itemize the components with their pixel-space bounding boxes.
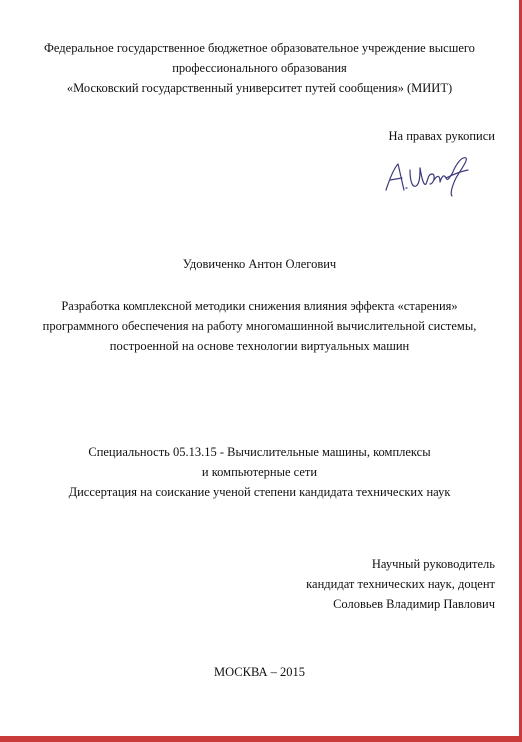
organization-line-1: Федеральное государственное бюджетное образовательное учреждение высшего xyxy=(44,41,475,55)
city-year: МОСКВА – 2015 xyxy=(213,665,306,679)
supervisor-degree: кандидат технических наук, доцент xyxy=(306,577,495,591)
title-line-3: построенной на основе технологии виртуальных машин xyxy=(109,339,410,353)
degree-line: Диссертация на соискание ученой степени кандидата технических наук xyxy=(68,485,451,499)
title-line-2: программного обеспечения на работу многомашинной вычислительной системы, xyxy=(42,319,477,333)
supervisor-name: Соловьев Владимир Павлович xyxy=(333,597,495,611)
organization-line-3: «Московский государственный университет путей сообщения» (МИИТ) xyxy=(66,81,453,95)
specialty-line-1: Специальность 05.13.15 - Вычислительные машины, комплексы xyxy=(88,445,431,459)
author-name: Удовиченко Антон Олегович xyxy=(182,257,337,271)
handwritten-signature xyxy=(380,150,472,200)
dissertation-title xyxy=(0,296,519,356)
signature-image xyxy=(380,150,472,200)
title-line-1: Разработка комплексной методики снижения влияния эффекта «старения» xyxy=(61,299,458,313)
specialty-block xyxy=(0,442,519,502)
rights-notice: На правах рукописи xyxy=(388,129,495,143)
organization-header xyxy=(0,38,519,98)
organization-line-2: профессионального образования xyxy=(172,61,347,75)
supervisor-role: Научный руководитель xyxy=(371,557,495,571)
supervisor-block xyxy=(306,554,495,614)
specialty-line-2: и компьютерные сети xyxy=(201,465,318,479)
